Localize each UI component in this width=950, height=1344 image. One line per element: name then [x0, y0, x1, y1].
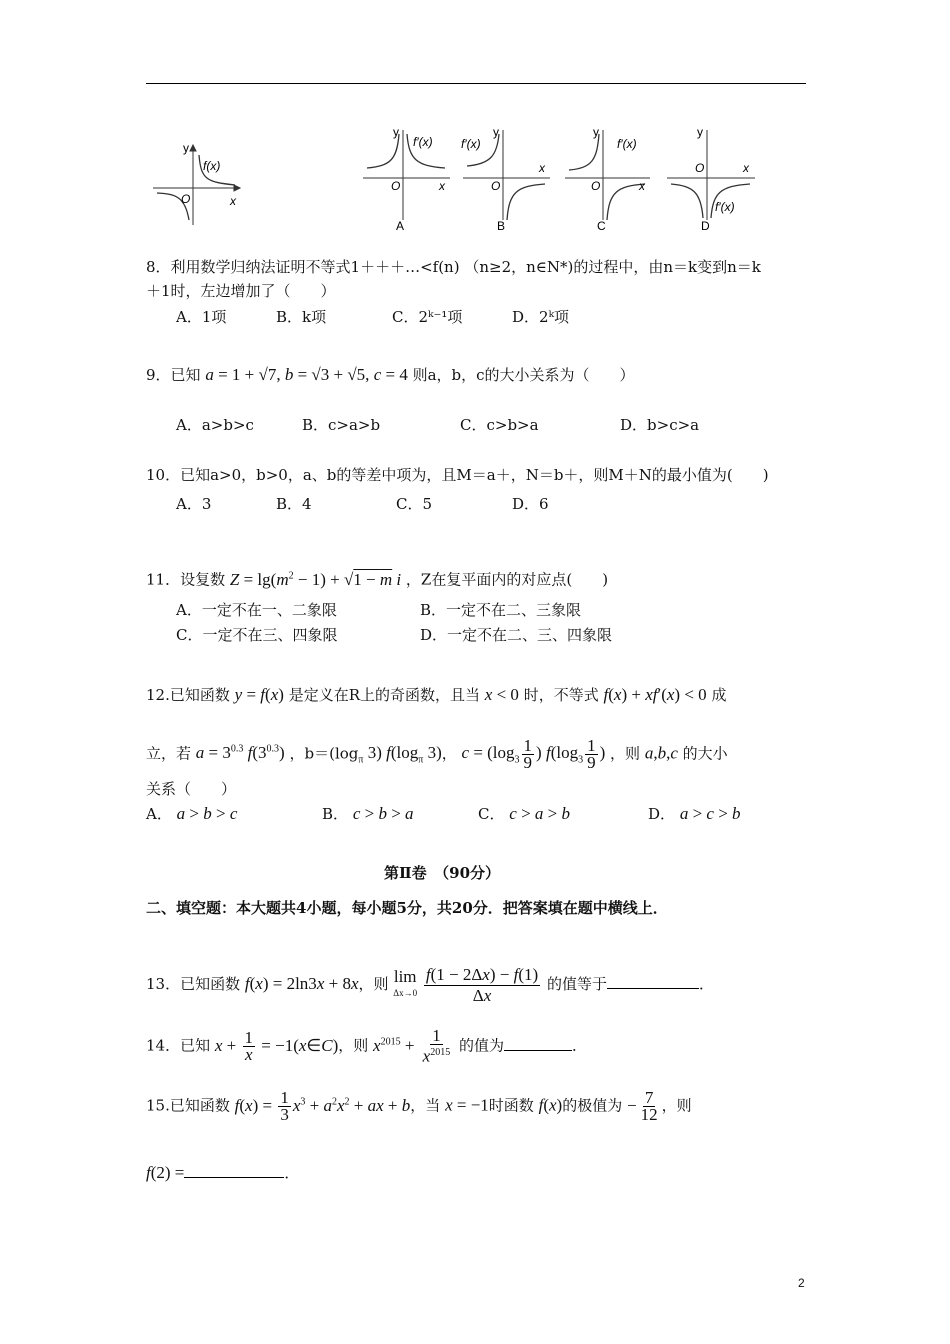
- q15-mid: ，当: [410, 1096, 441, 1115]
- q11-formula: $Z = \lg(m^2 - 1) + √1 - m$ i: [229, 569, 402, 589]
- q15-fx: f(x): [538, 1095, 563, 1115]
- a-curve-label: f′(x): [413, 135, 433, 149]
- d-x-label: x: [743, 161, 749, 175]
- q9-option-b: B．c>a>b: [302, 416, 381, 434]
- q12-p1: 12.已知函数: [146, 686, 230, 704]
- q12-option-a: A． a > b > c: [146, 804, 238, 823]
- q14-prefix: 14．已知: [146, 1036, 211, 1055]
- a-y-label: y: [393, 125, 399, 139]
- q12-p6: ，b＝(log: [289, 744, 359, 763]
- q13-fraction: $\frac{f(1 - 2\Delta x) - f(1)}{\Delta x}$: [425, 964, 539, 1005]
- c-x-label: x: [639, 179, 645, 193]
- q12-line2: 立，若 $a = 3^{0.3}$ $f(3^{0.3})$ ，$b=(\log_\pi$ 3) $f(\log_\pi$ 3)， $c = (\log_3$ $\frac{1}{9}$ ) $f(\log_3$ $\frac{1}{9}$ ) ，则 a,b,c 的大小: [146, 736, 728, 772]
- q9-option-a: A．a>b>c: [176, 416, 254, 434]
- page-number: 2: [798, 1276, 805, 1290]
- q9-option-c: C．c>b>a: [460, 416, 539, 434]
- q13-answer-blank[interactable]: [607, 988, 699, 989]
- q12-line3: 关系（ ）: [146, 780, 237, 798]
- q15-f2: f(2) =: [146, 1163, 185, 1182]
- q14-mid: ，则: [338, 1036, 369, 1055]
- q9-formula: a = 1 + √7, b = √3 + √5, c = 4: [205, 365, 408, 384]
- q12-option-c: C． c > a > b: [478, 804, 570, 823]
- q10-option-d: D．6: [512, 495, 549, 513]
- q11-option-b: B．一定不在二、三象限: [420, 601, 582, 619]
- q10-option-b: B．4: [276, 495, 312, 513]
- q11-prefix: 11．设复数: [146, 570, 226, 589]
- q12-inequality: f(x) + xf′(x) < 0: [603, 685, 707, 704]
- q14-expression: $x^{2015}$ + $\frac{1}{x^{2015}}$: [373, 1026, 451, 1067]
- q9-suffix: 则a，b，c的大小关系为（ ）: [412, 366, 635, 384]
- q12-p8: 的大小: [682, 744, 728, 763]
- c-origin-label: O: [591, 179, 601, 193]
- section-heading: 二、填空题：本大题共4小题，每小题5分，共20分．把答案填在题中横线上．: [146, 899, 668, 917]
- q12-c-def: $c = (\log_3$ $\frac{1}{9}$ ) $f(\log_3$ $\frac{1}{9}$ ): [461, 736, 606, 772]
- q13-f-def: f(x) = 2ln3x + 8x: [244, 974, 359, 993]
- q15-extreme-value: − $\frac{7}{12}$: [627, 1088, 658, 1125]
- q15-prefix: 15.已知函数: [146, 1096, 230, 1115]
- option-a-graph: [363, 130, 450, 220]
- given-y-label: y: [183, 141, 189, 155]
- a-x-label: x: [439, 179, 445, 193]
- q12-p7: ，则: [610, 744, 641, 763]
- d-y-label: y: [697, 125, 703, 139]
- d-curve-label: f′(x): [715, 200, 735, 214]
- q13-mid: ，则: [358, 975, 389, 993]
- q13-prefix: 13．已知函数: [146, 975, 241, 993]
- q8-option-a: A．1项: [176, 308, 227, 326]
- q10-stem: 10．已知a>0，b>0，a、b的等差中项为，且M＝a＋，N＝b＋，则M＋N的最小值为( ): [146, 466, 769, 484]
- q12-p5: 立，若: [146, 744, 192, 763]
- c-curve-label: f′(x): [617, 137, 637, 151]
- q12-option-d: D． a > c > b: [648, 804, 741, 823]
- q15-stem: [146, 1080, 692, 1128]
- header-rule: [146, 83, 806, 84]
- a-origin-label: O: [391, 179, 401, 193]
- q13-limit: lim Δx→0: [393, 967, 418, 998]
- q8-option-c: C．2ᵏ⁻¹项: [392, 308, 463, 326]
- option-d-graph: [667, 130, 755, 220]
- q12-x-lt-0: x < 0: [484, 685, 519, 704]
- option-c-letter: C: [597, 219, 606, 233]
- q12-option-b: B． c > b > a: [322, 804, 414, 823]
- q14-stem: 14．已知 x + $\frac{1}{x}$ = −1(x∈C)，则 $x^{2015}$ + $\frac{1}{x^{2015}}$ 的值为 ．: [146, 1026, 588, 1067]
- q11-stem: [146, 565, 608, 591]
- derivative-graphs: [145, 120, 825, 235]
- option-d-letter: D: [701, 219, 710, 233]
- q11-option-a: A．一定不在一、二象限: [176, 601, 337, 619]
- q15-answer-blank[interactable]: [184, 1177, 284, 1178]
- q9-stem: [146, 364, 635, 386]
- option-b-letter: B: [497, 219, 506, 233]
- q12-abc: a,b,c: [644, 743, 678, 763]
- option-a-letter: A: [396, 219, 405, 233]
- q15-mid2: 时函数: [488, 1096, 534, 1115]
- option-c-graph: [565, 130, 650, 220]
- q12-b-def: $_\pi$ 3) $f(\log_\pi$ 3): [358, 743, 442, 766]
- q11-suffix: ，Z在复平面内的对应点( ): [405, 570, 609, 589]
- q8-option-d: D．2ᵏ项: [512, 308, 570, 326]
- q12-p2: 是定义在R上的奇函数，且当: [288, 686, 480, 704]
- q12-p3: 时，不等式: [523, 686, 599, 704]
- c-y-label: y: [593, 125, 599, 139]
- q10-option-a: A．3: [176, 495, 212, 513]
- q14-answer-blank[interactable]: [504, 1050, 572, 1051]
- given-graph: [153, 145, 240, 225]
- q12-y-fx: y = f(x): [234, 685, 284, 704]
- b-curve-label: f′(x): [461, 137, 481, 151]
- given-origin-label: O: [181, 192, 191, 206]
- q14-suffix: 的值为: [459, 1036, 505, 1055]
- q9-prefix: 9．已知: [146, 366, 201, 384]
- q14-condition: x + $\frac{1}{x}$ = −1(x∈C): [214, 1028, 339, 1065]
- q12-line1: [146, 684, 726, 706]
- given-curve-label: f(x): [203, 159, 221, 173]
- given-x-label: x: [230, 194, 236, 208]
- q11-option-d: D．一定不在二、三、四象限: [420, 626, 613, 644]
- q12-a-def: $a = 3^{0.3}$ $f(3^{0.3})$: [195, 743, 285, 763]
- q8-line2: ＋1时，左边增加了（ ）: [146, 282, 336, 300]
- q8-line1: 8．利用数学归纳法证明不等式1＋＋＋…<f(n) （n≥2，n∈N*)的过程中，由n＝k变到n＝k: [146, 258, 761, 276]
- q12-p4: 成: [711, 686, 727, 704]
- q10-option-c: C．5: [396, 495, 433, 513]
- q13-stem: 13．已知函数 f(x) = 2ln3x + 8x，则 lim Δx→0 $\frac{f(1 - 2\Delta x) - f(1)}{\Delta x}$ 的值等于 ．: [146, 964, 714, 1005]
- q15-mid3: 的极值为: [562, 1096, 623, 1115]
- q15-f-def: f(x) = $\frac{1}{3}$ $x^3 + a^2x^2$ + ax + b: [234, 1088, 411, 1125]
- q13-suffix: 的值等于: [546, 975, 607, 993]
- q11-option-c: C．一定不在三、四象限: [176, 626, 338, 644]
- b-origin-label: O: [491, 179, 501, 193]
- b-y-label: y: [493, 125, 499, 139]
- q8-option-b: B．k项: [276, 308, 327, 326]
- q15-x-value: x = −1: [445, 1095, 489, 1115]
- q15-suffix: ，则: [661, 1096, 692, 1115]
- b-x-label: x: [539, 161, 545, 175]
- d-origin-label: O: [695, 161, 705, 175]
- q9-option-d: D．b>c>a: [620, 416, 700, 434]
- section-title: 第Ⅱ卷 （90分）: [384, 864, 501, 882]
- q15-line2: f(2) = ．: [146, 1163, 300, 1182]
